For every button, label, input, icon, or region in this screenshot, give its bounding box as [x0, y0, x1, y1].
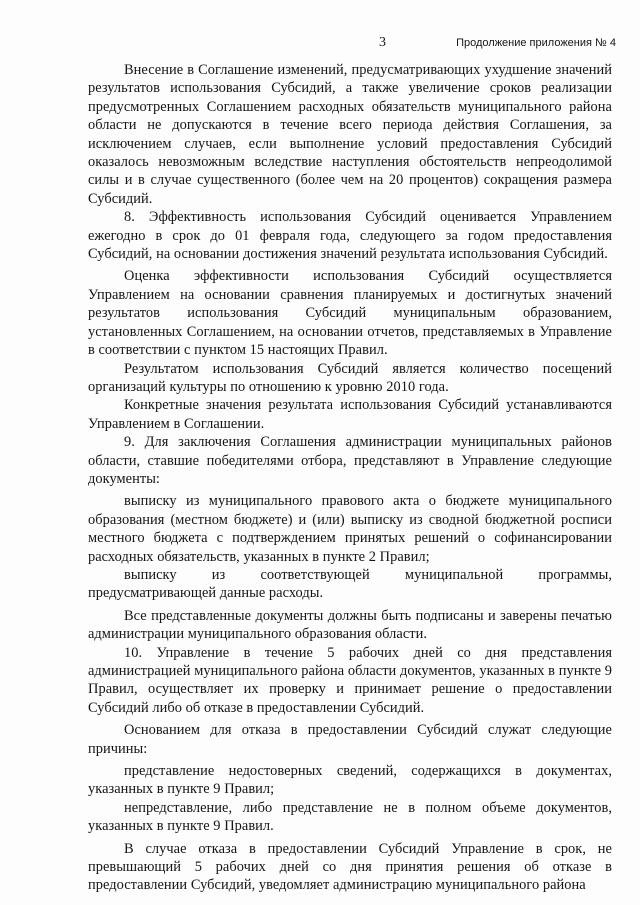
paragraph-specific-values: Конкретные значения результата использования Субсидий устанавливаются Управлением в Соглашении.	[88, 397, 612, 432]
running-head: Продолжение приложения № 4	[456, 37, 616, 49]
list-item-program-extract: выписку из соответствующей муниципальной программы, предусматривающей данные расходы.	[88, 566, 612, 602]
paragraph-result: Результатом использования Субсидий является количество посещений организаций культуры по отношению к уровню 2010 года.	[88, 360, 612, 395]
paragraph-signatures: Все представленные документы должны быть подписаны и заверены печатью администрации муниципального образования области.	[88, 607, 612, 643]
paragraph-item-8: 8. Эффективность использования Субсидий оценивается Управлением ежегодно в срок до 01 февраля года, следующего за годом предоставления Субсидий, на основании достижения значений результата использования Субсидий.	[88, 209, 612, 263]
list-item-incomplete-docs: непредставление, либо представление не в полном объеме документов, указанных в пункте 9 Правил.	[88, 799, 612, 835]
paragraph-refusal-notice: В случае отказа в предоставлении Субсидий Управление в срок, не превышающий 5 рабочих дней со дня принятия решения об отказе в предоставлении Субсидий, уведомляет администрацию муниципального района	[88, 840, 612, 894]
paragraph-efficiency-evaluation: Оценка эффективности использования Субсидий осуществляется Управлением на основании сравнения планируемых и достигнутых значений результатов использования Субсидий муниципальным образованием, установленных Соглашением, на основании отчетов, представляемых в Управление в соответствии с пунктом 15 настоящих Правил.	[88, 268, 612, 359]
page-number: 3	[379, 35, 386, 50]
paragraph-item-9: 9. Для заключения Соглашения администрации муниципальных районов области, ставшие победителями отбора, представляют в Управление следующие документы:	[88, 434, 612, 487]
paragraph-refusal-grounds: Основанием для отказа в предоставлении Субсидий служат следующие причины:	[88, 722, 612, 757]
paragraph-item-10: 10. Управление в течение 5 рабочих дней со дня представления администрацией муниципального района области документов, указанных в пункте 9 Правил, осуществляет их проверку и принимает решение о предоставлении Субсидий либо об отказе в предоставлении Субсидий.	[88, 644, 612, 716]
list-item-false-info: представление недостоверных сведений, содержащихся в документах, указанных в пункте 9 Правил;	[88, 763, 612, 798]
list-item-budget-extract: выписку из муниципального правового акта о бюджете муниципального образования (местном бюджете) и (или) выписку из сводной бюджетной росписи местного бюджета с подтверждением принятых решений о софинансировании расходных обязательств, указанных в пункте 2 Правил;	[88, 493, 612, 565]
paragraph-amendments: Внесение в Соглашение изменений, предусматривающих ухудшение значений результатов использования Субсидий, а также увеличение сроков реализации предусмотренных Соглашением расходных обязательств муниципального района области не допускаются в течение всего периода действия Соглашения, за исключением случаев, если выполнение условий предоставления Субсидий оказалось невозможным вследствие наступления обстоятельств непреодолимой силы и в случае существенного (более чем на 20 процентов) сокращения размера Субсидий.	[88, 62, 612, 207]
document-body	[88, 61, 612, 895]
